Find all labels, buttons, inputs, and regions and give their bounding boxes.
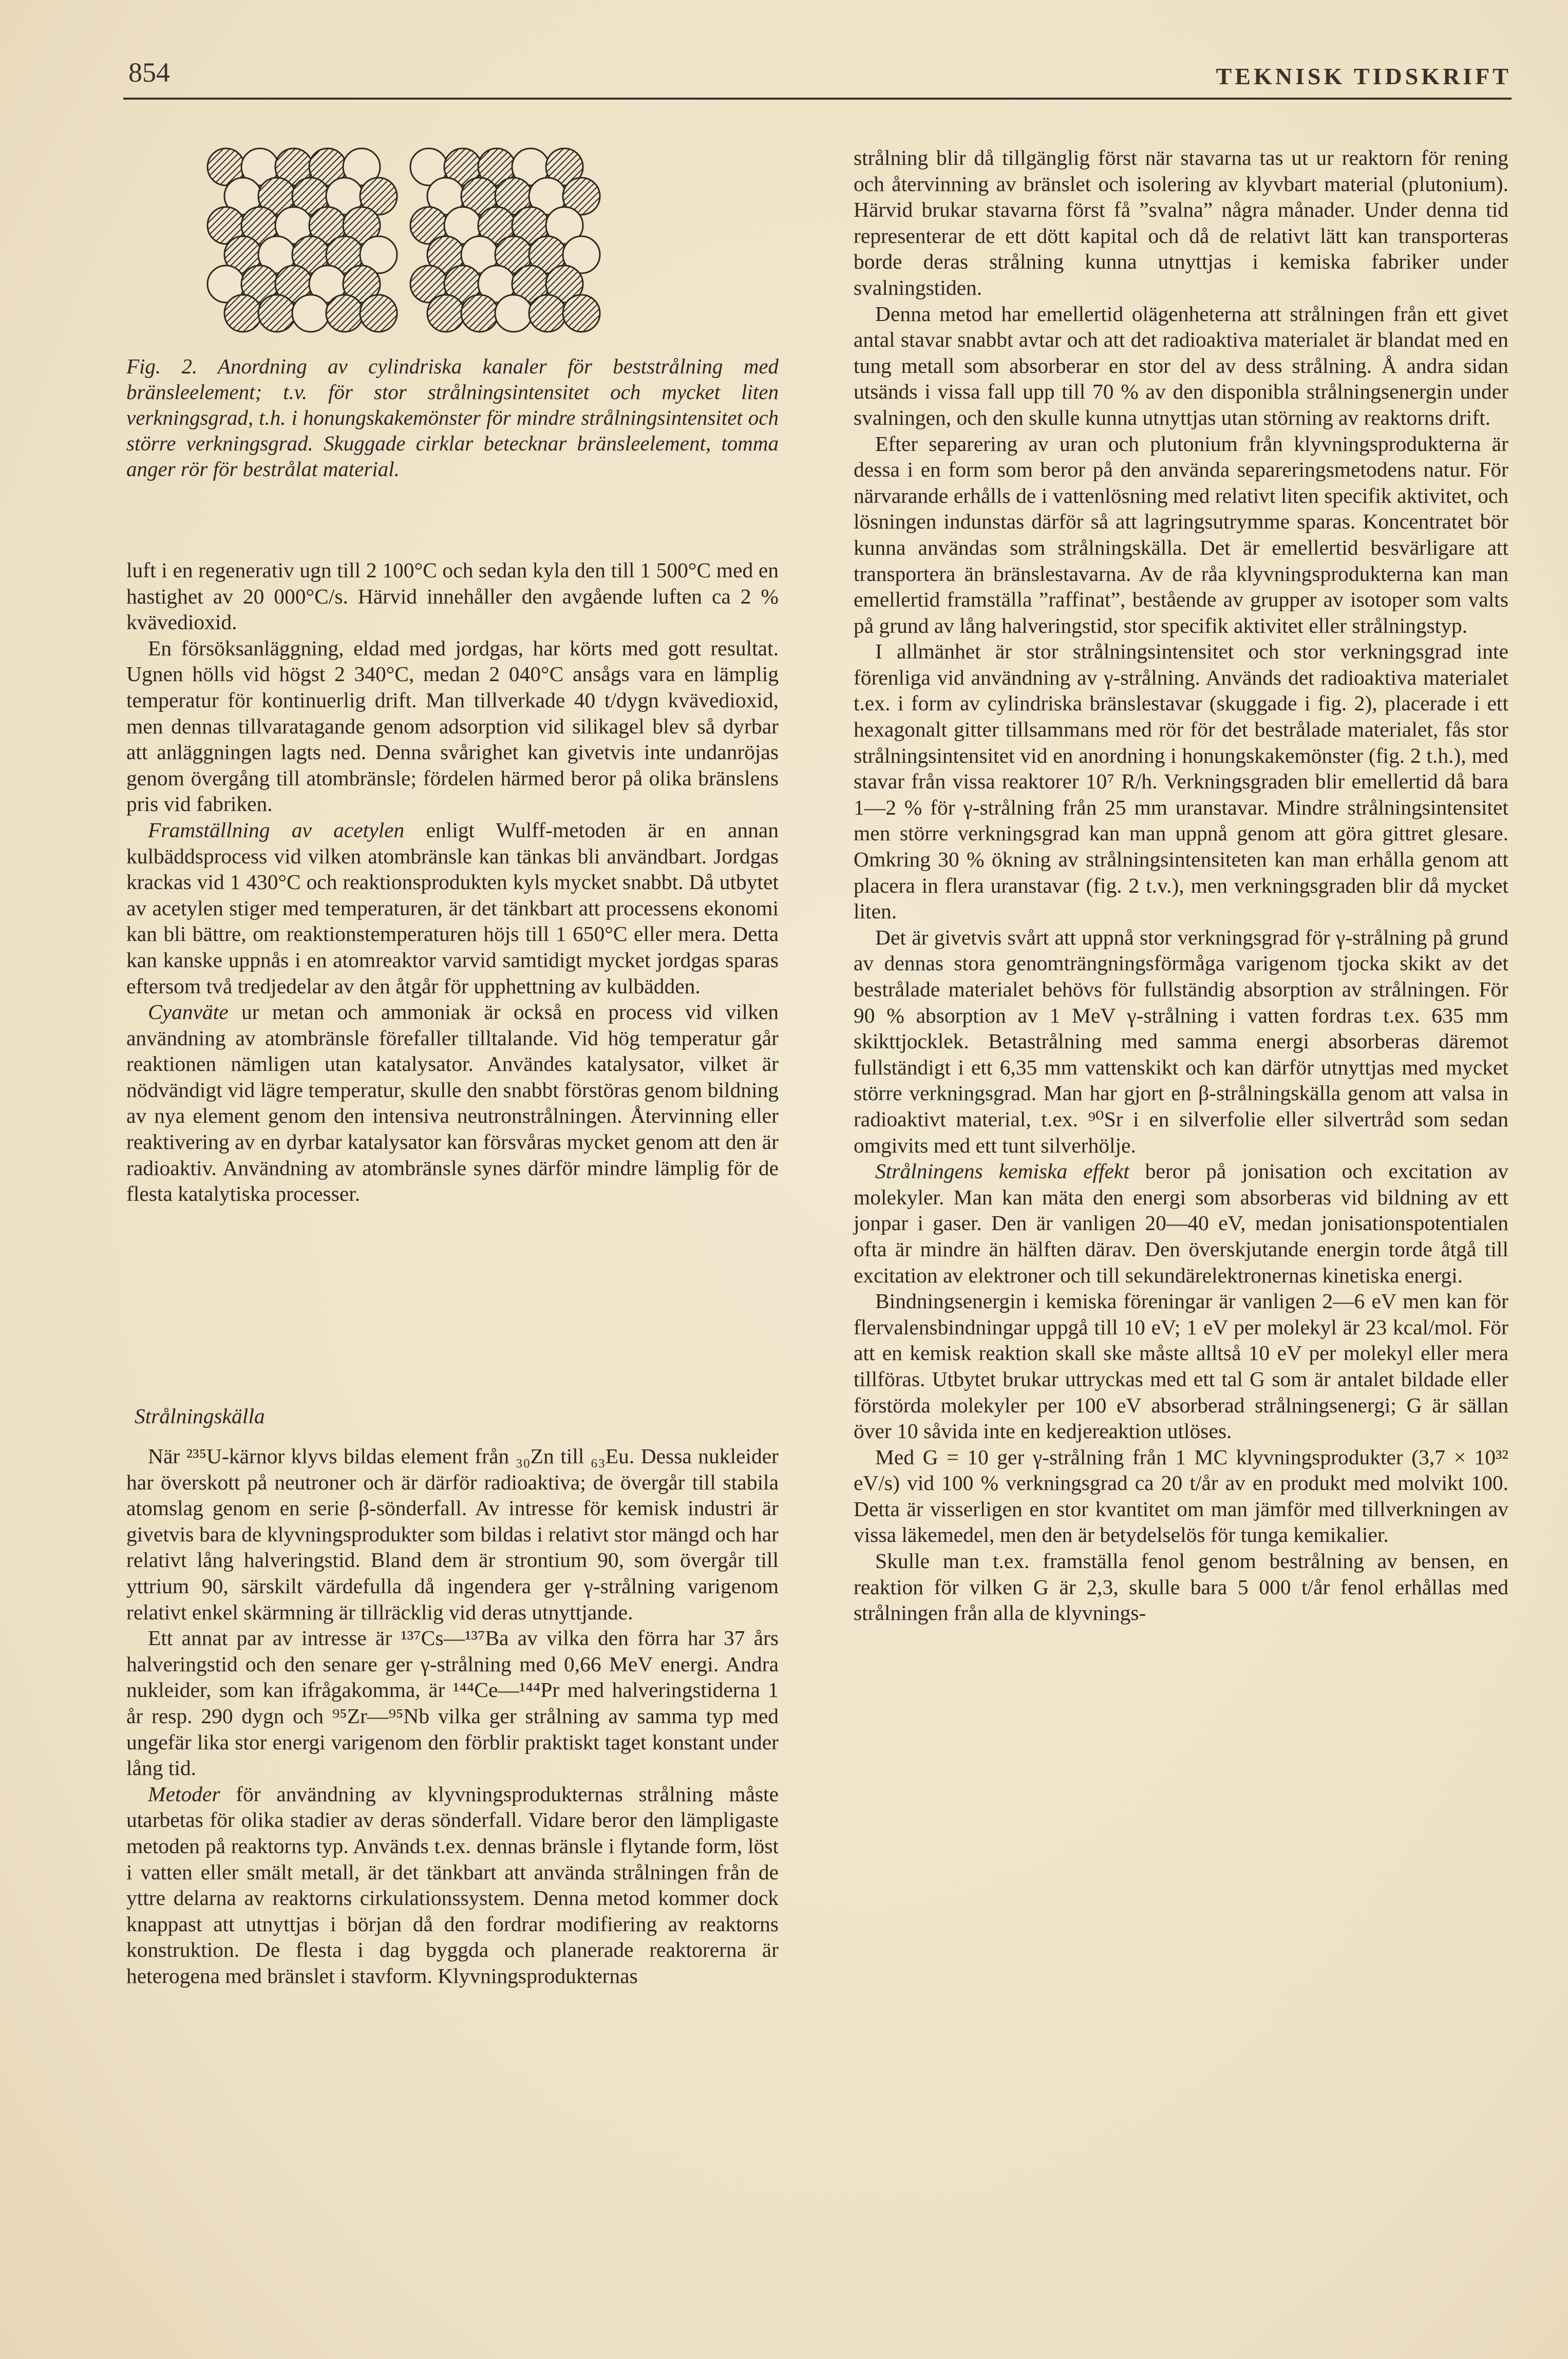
paragraph bbox=[126, 817, 779, 999]
fuel-element bbox=[258, 295, 295, 332]
fuel-element bbox=[360, 295, 397, 332]
fuel-element bbox=[461, 295, 498, 332]
paragraph: I allmänhet är stor strålningsintensitet och stor verkningsgrad inte förenliga vid användning av γ-strålning. Används det radioaktiva materialet t.ex. i form av cylindriska bränslestavar (skuggade i fig. 2), placerade i ett hexagonalt gitter tillsammans med rör för det bestrålade materialet, fås stor strålningsintensitet vid en anordning i honungskakemönster (fig. 2 t.h.), med stavar från vissa reaktorer 10⁷ R/h. Verkningsgraden blir emellertid då bara 1—2 % för γ-strålning från 25 mm uranstavar. Mindre strålningsintensitet men större verkningsgrad kan man uppnå genom att göra gittret glesare. Omkring 30 % ökning av strålningsintensiteten kan man erhålla genom att placera in flera uranstavar (fig. 2 t.v.), men verkningsgraden blir då mycket liten. bbox=[854, 639, 1508, 923]
left-column-top bbox=[126, 557, 779, 1207]
paragraph: Med G = 10 ger γ-strålning från 1 MC klyvningsprodukter (3,7 × 10³² eV/s) vid 100 % verkningsgrad ca 20 t/år av en produkt med molvikt 100. Detta är visserligen en stor kvantitet om man jämför med tillverkningen av vissa läkemedel, men den är betydelselös för tunga kemikalier. bbox=[854, 1445, 1508, 1547]
section-heading: Strålningskälla bbox=[135, 1404, 265, 1428]
lattice-right-honeycomb-diagram bbox=[410, 148, 600, 332]
fuel-element bbox=[427, 295, 464, 332]
paragraph: En försöksanläggning, eldad med jordgas, har körts med gott resultat. Ugnen hölls vid högst 2 340°C, medan 2 040°C ansågs vara en lämplig temperatur för kontinuerlig drift. Man tillverkade 40 t/dygn kvävedioxid, men dennas tillvaratagande genom adsorption vid silikagel blev så dyrbar att anläggningen lagts ned. Denna svårighet kan givetvis inte undanröjas genom övergång till atombränsle; fördelen härmed beror på olika bränslens pris vid fabriken. bbox=[126, 636, 779, 816]
run-in-heading: Metoder bbox=[148, 1782, 220, 1806]
run-in-heading: Framställning av acetylen bbox=[148, 818, 405, 842]
left-column-bottom bbox=[126, 1443, 779, 1989]
paragraph: Bindningsenergin i kemiska föreningar är vanligen 2—6 eV men kan för flervalensbindningar uppgå till 10 eV; 1 eV per molekyl är 23 kcal/mol. För att en kemisk reaktion skall ske måste alltså 10 eV per molekyl eller mera tillföras. Utbytet brukar uttryckas med ett tal G som är antalet bildade eller förstörda molekyler per 100 eV absorberad strålningsenergi; G är sällan över 10 såvida inte en kedjereaktion utlöses. bbox=[854, 1289, 1508, 1443]
irradiation-tube bbox=[292, 295, 329, 332]
page-number: 854 bbox=[128, 57, 170, 88]
fuel-element bbox=[529, 295, 566, 332]
fuel-element bbox=[563, 295, 600, 332]
fuel-element bbox=[224, 295, 261, 332]
paragraph-text: beror på jonisation och excitation av molekyler. Man kan mäta den energi som absorberas vid bildning av ett jonpar i gaser. Den är vanligen 20—40 eV, medan jonisationspotentialen ofta är mindre än hälften därav. Den överskjutande energin torde åtgå till excitation av elektroner och till sekundärelektronernas kinetiska energi. bbox=[854, 1159, 1508, 1287]
paragraph: strålning blir då tillgänglig först när stavarna tas ut ur reaktorn för rening och återvinning av bränslet och isolering av klyvbart material (plutonium). Härvid brukar stavarna först få ”svalna” några månader. Under denna tid representerar de ett dött kapital och då de relativt lätt kan transporteras borde deras strålning kunna utnyttjas i kemiska fabriker under svalningstiden. bbox=[854, 146, 1508, 299]
paragraph: Ett annat par av intresse är ¹³⁷Cs—¹³⁷Ba av vilka den förra har 37 års halveringstid och den senare ger γ-strålning med 0,66 MeV energi. Andra nukleider, som kan ifrågakomma, är ¹⁴⁴Ce—¹⁴⁴Pr med halveringstiderna 1 år resp. 290 dygn och ⁹⁵Zr—⁹⁵Nb vilka ger strålning av samma typ med ungefär lika stor energi varigenom den förblir praktiskt taget konstant under lång tid. bbox=[126, 1626, 779, 1780]
paragraph: Det är givetvis svårt att uppnå stor verkningsgrad för γ-strålning på grund av dennas stora genomträngningsförmåga varigenom tjocka skikt av det bestrålade materialet behövs för fullständig absorption av strålningen. För 90 % absorption av 1 MeV γ-strålning i vatten fordras t.ex. 635 mm skikttjocklek. Betastrålning med samma energi absorberas däremot fullständigt i ett 6,35 mm vattenskikt och kan därför utnyttjas med mycket större verkningsgrad. Man har gjort en β-strålningskälla genom att valsa in radioaktivt material, t.ex. ⁹⁰Sr i en silverfolie eller silvertråd som sedan omgivits med ett tunt silverhölje. bbox=[854, 925, 1508, 1157]
run-in-heading: Strålningens kemiska effekt bbox=[875, 1159, 1129, 1183]
paragraph-text: för användning av klyvningsprodukternas strålning måste utarbetas för olika stadier av deras sönderfall. Vidare beror den lämpligaste metoden på reaktorns typ. Används t.ex. dennas bränsle i flytande form, löst i vatten eller smält metall, är det tänkbart att använda strålningen från de yttre delarna av reaktorns cirkulationssystem. Denna metod kommer dock knappast att utnyttjas i början då den fordrar modifiering av reaktorns konstruktion. De flesta i dag byggda och planerade reaktorerna är heterogena med bränslet i stavform. Klyvningsprodukternas bbox=[126, 1782, 779, 1988]
lattice-left-diagram bbox=[207, 148, 397, 332]
paragraph bbox=[854, 1158, 1508, 1288]
paragraph-text: enligt Wulff-metoden är en annan kulbäddsprocess vid vilken atombränsle kan tänkas bli användbart. Jordgas krackas vid 1 430°C och reaktionsprodukten kyls mycket snabbt. Då utbytet av acetylen stiger med temperaturen, är det tänkbart att processens ekonomi kan bli bättre, om reaktionstemperaturen höjs till 1 650°C eller mera. Detta kan kanske uppnås i en atomreaktor varvid samtidigt mycket jordgas sparas eftersom två tredjedelar av den åtgår för upphettning av kulbädden. bbox=[126, 818, 779, 998]
journal-title: TEKNISK TIDSKRIFT bbox=[1216, 63, 1512, 89]
paragraph: När ²³⁵U-kärnor klyvs bildas element från ₃₀Zn till ₆₃Eu. Dessa nukleider har överskott på neutroner och är därför radioaktiva; de övergår till stabila atomslag genom en serie β-sönderfall. Av intresse för kemisk industri är givetvis bara de klyvningsprodukter som bildas i relativt stor mängd och har relativt lång halveringstid. Bland dem är strontium 90, som övergår till yttrium 90, särskilt värdefulla då ingendera ger γ-strålning varigenom relativt enkel skärmning är tillräcklig vid deras utnyttjande. bbox=[126, 1444, 779, 1624]
paragraph: Denna metod har emellertid olägenheterna att strålningen från ett givet antal stavar snabbt avtar och att det radioaktiva materialet är blandat med en tung metall som absorberar en stor del av dess strålning. Å andra sidan utsänds i vissa fall upp till 70 % av den disponibla strålningsenergin under svalningen, och den skulle kunna utnyttjas utan störning av reaktorns drift. bbox=[854, 301, 1508, 429]
run-in-heading: Cyanväte bbox=[148, 1000, 229, 1024]
figure-caption: Fig. 2. Anordning av cylindriska kanaler för beststrålning med bränsleelement; t.v. för stor strålningsintensitet och mycket liten verkningsgrad, t.h. i honungskakemönster för mindre strålningsintensitet och större verkningsgrad. Skuggade cirklar betecknar bränsleelement, tomma anger rör för bestrålat material. bbox=[126, 354, 779, 481]
paragraph: Skulle man t.ex. framställa fenol genom bestrålning av bensen, en reaktion för vilken G är 2,3, skulle bara 5 000 t/år fenol erhållas med strålningen från alla de klyvnings- bbox=[854, 1549, 1508, 1625]
paragraph-text: ur metan och ammoniak är också en process vid vilken användning av atombränsle förefaller tilltalande. Vid hög temperatur går reaktionen nämligen utan katalysator. Användes katalysator, vilket är nödvändigt vid lägre temperatur, skulle den snabbt förstöras genom bildning av nya element genom den intensiva neutronstrålningen. Återvinning eller reaktivering av en dyrbar katalysator kan försvåras mycket genom att den är radioaktiv. Användning av atombränsle synes därför mindre lämplig för de flesta katalytiska processer. bbox=[126, 1000, 779, 1206]
irradiation-tube bbox=[495, 295, 532, 332]
paragraph bbox=[126, 1781, 779, 1989]
right-column bbox=[854, 145, 1508, 1626]
paragraph: luft i en regenerativ ugn till 2 100°C och sedan kyla den till 1 500°C med en hastighet av 20 000°C/s. Härvid innehåller den avgående luften ca 2 % kvävedioxid. bbox=[126, 558, 779, 634]
header-rule bbox=[123, 98, 1512, 100]
figure-fuel-lattice bbox=[205, 146, 601, 349]
paragraph bbox=[126, 999, 779, 1207]
fuel-element bbox=[326, 295, 363, 332]
paragraph: Efter separering av uran och plutonium från klyvningsprodukterna är dessa i en form som beror på den använda separeringsmetodens natur. För närvarande erhålls de i vattenlösning med relativt liten specifik aktivitet, och lösningen indunstas därför så att lagringsutrymme sparas. Koncentratet bör kunna användas som strålningskälla. Det är emellertid besvärligare att transportera än bränslestavarna. Av de råa klyvningsprodukterna kan man emellertid framställa ”raffinat”, bestående av grupper av isotoper som valts på grund av lång halveringstid, stor specifik aktivitet eller strålningstyp. bbox=[854, 431, 1508, 637]
